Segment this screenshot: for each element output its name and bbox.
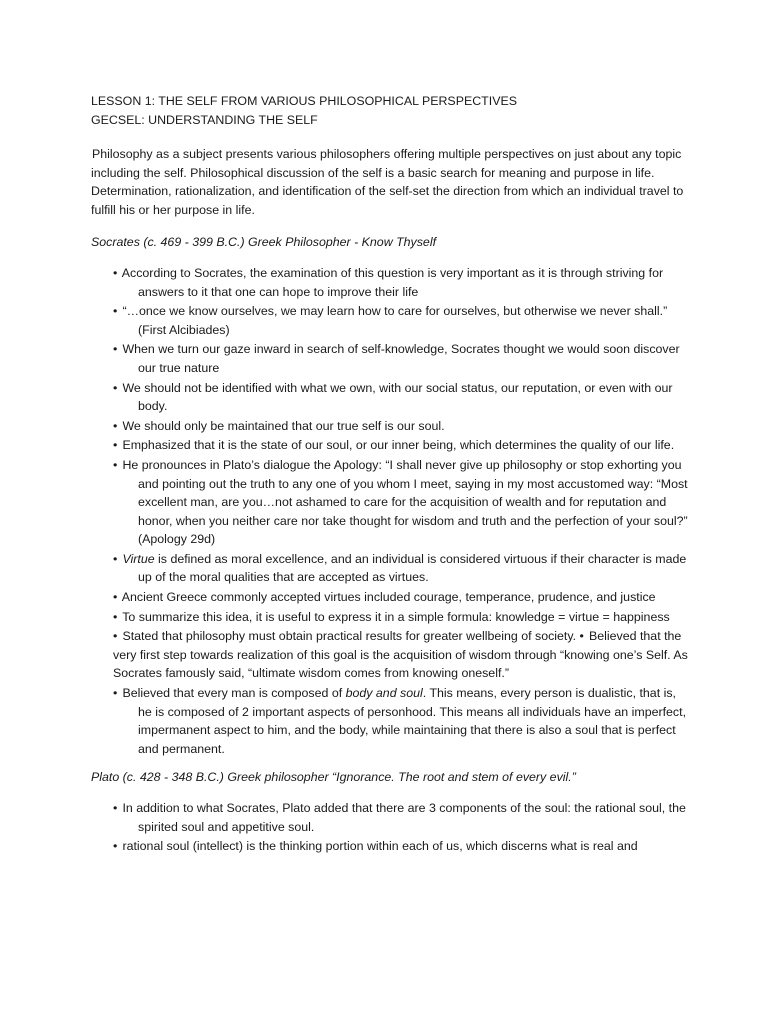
plato-bullet-list xyxy=(113,799,691,856)
bullet-icon: • xyxy=(113,551,118,566)
bullet-icon: • xyxy=(113,609,118,624)
socrates-heading: Socrates (c. 469 - 399 B.C.) Greek Philosopher - Know Thyself xyxy=(91,235,437,250)
bullet-icon: • xyxy=(579,629,584,644)
bullet-icon: • xyxy=(113,457,118,472)
bullet-icon: • xyxy=(113,686,118,701)
list-item: • In addition to what Socrates, Plato added that there are 3 components of the soul: the rational soul, the spirited soul and appetitive soul. xyxy=(113,801,686,834)
list-item: • To summarize this idea, it is useful to express it in a simple formula: knowledge = virtue = happiness xyxy=(113,608,691,627)
plato-heading: Plato (c. 428 - 348 B.C.) Greek philosopher “Ignorance. The root and stem of every evil.” xyxy=(91,770,576,785)
list-item-practical: • Stated that philosophy must obtain practical results for greater wellbeing of society. • Believed that the very first step towards realization of this goal is the acquisition of wisdom through “knowing one’s Self. As Socrates famously said, “ultimate wisdom comes from knowing oneself.” xyxy=(113,629,688,681)
bullet-icon: • xyxy=(113,418,118,433)
bullet-icon: • xyxy=(113,801,118,815)
list-item: • “…once we know ourselves, we may learn how to care for ourselves, but otherwise we never shall.” (First Alcibiades) xyxy=(113,304,668,337)
bullet-icon: • xyxy=(113,304,118,319)
list-item: • When we turn our gaze inward in search of self-knowledge, Socrates thought we would soon discover our true nature xyxy=(113,342,680,375)
bullet-icon: • xyxy=(113,342,118,357)
list-item: • We should only be maintained that our true self is our soul. xyxy=(113,417,691,436)
list-item: • He pronounces in Plato’s dialogue the Apology: “I shall never give up philosophy or stop exhorting you and pointing out the truth to any one of you whom I meet, saying in my most accustomed way: “Most excellent man, are you…not ashamed to care for the acquisition of wealth and for reputation and honor, when you neither care nor take thought for wisdom and truth and the perfection of your soul?” (Apology 29d) xyxy=(113,457,688,547)
list-item-virtue: • Virtue is defined as moral excellence, and an individual is considered virtuous if their character is made up of the moral qualities that are accepted as virtues. xyxy=(113,551,687,585)
course-title: GECSEL: UNDERSTANDING THE SELF xyxy=(91,113,318,127)
socrates-bullet-list xyxy=(113,264,691,758)
bullet-icon: • xyxy=(113,265,118,280)
bullet-icon: • xyxy=(113,839,118,854)
bullet-icon: • xyxy=(113,438,118,453)
intro-paragraph: Philosophy as a subject presents various philosophers offering multiple perspectives on just about any topic including the self. Philosophical discussion of the self is a basic search for meaning and purpose in life. Determination, rationalization, and identification of the self-set the direction from which an individual travel to fulfill his or her purpose in life. xyxy=(91,147,684,217)
list-item: • We should not be identified with what we own, with our social status, our reputation, or even with our body. xyxy=(113,380,673,414)
virtue-term: Virtue xyxy=(122,551,155,566)
lesson-title: LESSON 1: THE SELF FROM VARIOUS PHILOSOPHICAL PERSPECTIVES xyxy=(91,94,517,108)
document-page xyxy=(91,92,691,857)
list-item: • Emphasized that it is the state of our soul, or our inner being, which determines the quality of our life. xyxy=(113,436,691,455)
list-item: • According to Socrates, the examination of this question is very important as it is through striving for answers to it that one can hope to improve their life xyxy=(113,265,664,299)
bullet-icon: • xyxy=(113,590,118,605)
bullet-icon: • xyxy=(113,629,118,644)
body-and-soul-term: body and soul xyxy=(345,686,423,701)
list-item: • Ancient Greece commonly accepted virtues included courage, temperance, prudence, and justice xyxy=(113,588,691,607)
bullet-icon: • xyxy=(113,380,118,395)
list-item-dualism: • Believed that every man is composed of body and soul. This means, every person is dualistic, that is, he is composed of 2 important aspects of personhood. This means all individuals have an imperfect, impermanent aspect to him, and the body, while maintaining that there is also a soul that is perfect and permanent. xyxy=(113,686,687,756)
list-item: • rational soul (intellect) is the thinking portion within each of us, which discerns what is real and xyxy=(113,837,691,856)
